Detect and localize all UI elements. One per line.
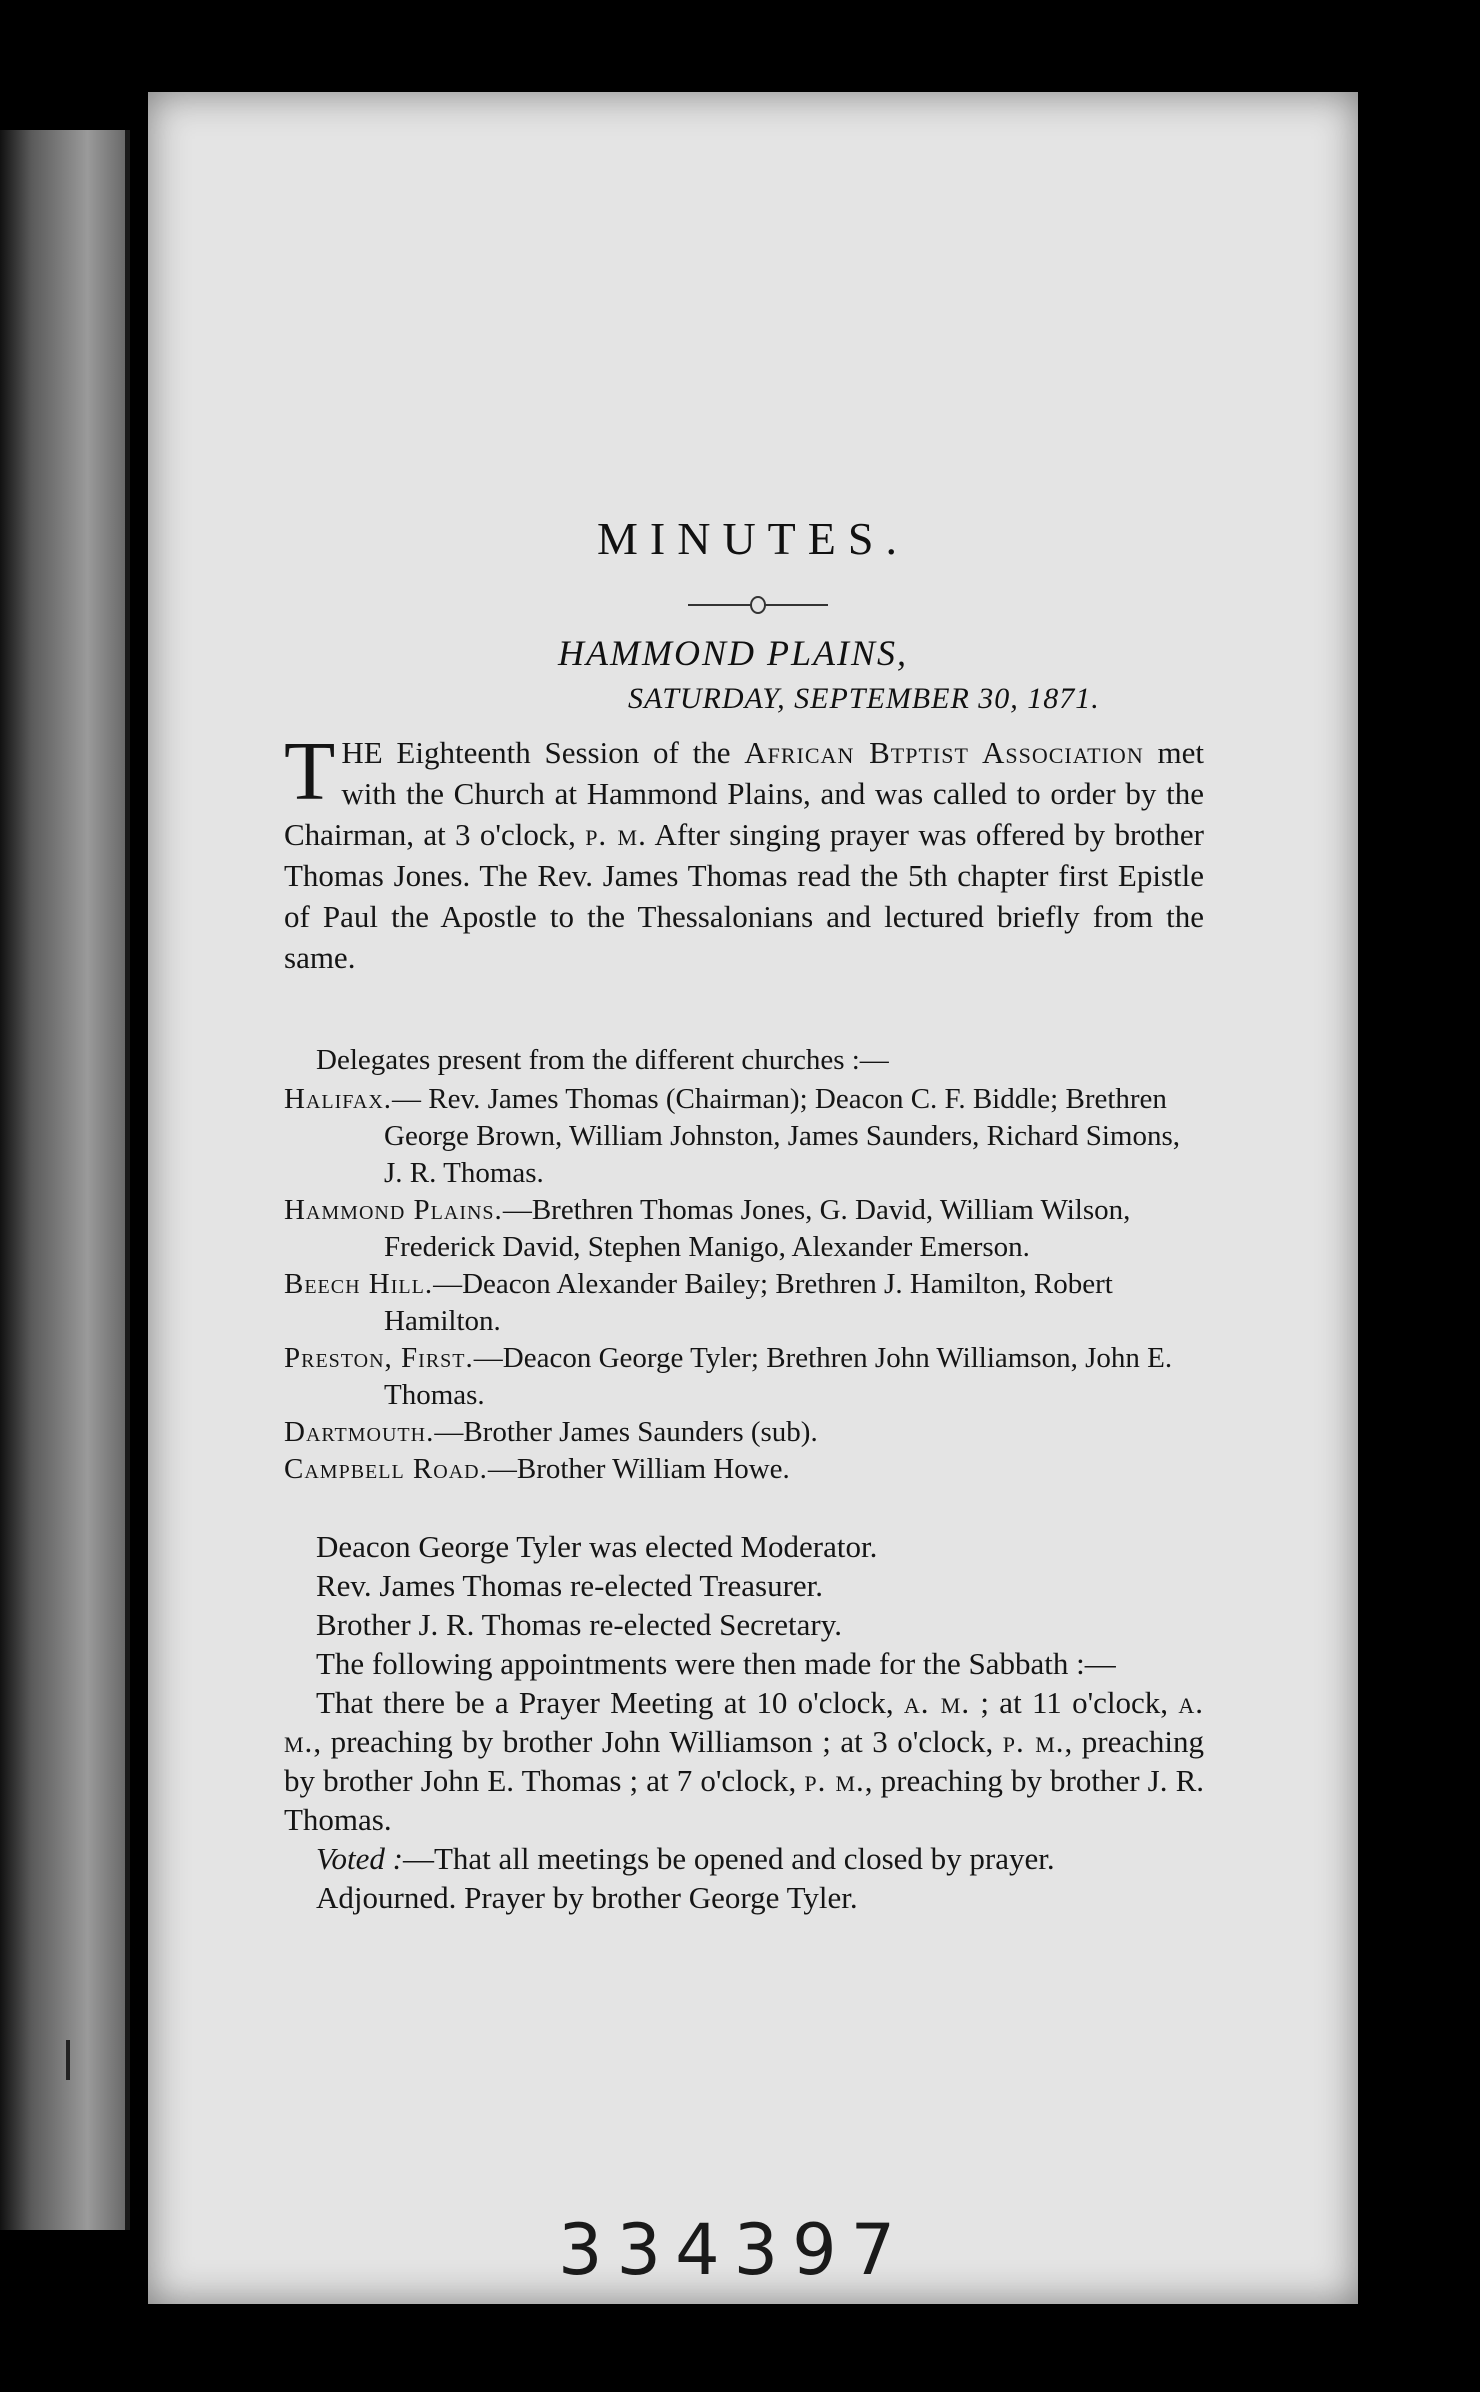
church-entry [284, 1266, 1204, 1340]
document-page [148, 92, 1358, 2304]
church-name: Campbell Road. [284, 1453, 488, 1485]
church-members: —Deacon Alexander Bailey; Brethren J. Hamilton, Robert Hamilton. [384, 1268, 1113, 1337]
election-line: Deacon George Tyler was elected Moderator. [316, 1529, 878, 1564]
intro-text-a: HE Eighteenth Session of the [341, 735, 745, 770]
appointments-text: , preaching by brother John Williamson ; at 3 o'clock, [313, 1724, 1003, 1759]
church-members: — Rev. James Thomas (Chairman); Deacon C. F. Biddle; Brethren George Brown, William Johnston, James Saunders, Richard Simons, J. R. Thomas. [384, 1083, 1180, 1189]
church-entry [284, 1414, 1204, 1451]
time-marker: p. m. [804, 1763, 865, 1798]
appointments-text: That there be a Prayer Meeting at 10 o'clock, [316, 1685, 904, 1720]
election-line: Brother J. R. Thomas re-elected Secretary. [316, 1607, 842, 1642]
voted-text: —That all meetings be opened and closed by prayer. [402, 1841, 1055, 1876]
church-members: —Deacon George Tyler; Brethren John Williamson, John E. Thomas. [384, 1342, 1173, 1411]
drop-cap: T [284, 725, 336, 818]
intro-paragraph [284, 725, 1204, 978]
intro-pm: p. m. [585, 817, 647, 852]
election-line: Rev. James Thomas re-elected Treasurer. [316, 1568, 824, 1603]
appointments-paragraph [284, 1683, 1204, 1839]
voted-line [284, 1839, 1204, 1878]
appointments-text: , preaching by brother J. R. Thomas. [284, 1763, 1204, 1837]
church-name: Hammond Plains. [284, 1194, 503, 1226]
appointments-intro: The following appointments were then made for the Sabbath :— [316, 1646, 1116, 1681]
time-marker: a. m. [903, 1685, 971, 1720]
appointments-text: ; at 11 o'clock, [970, 1685, 1179, 1720]
voted-label: Voted : [316, 1841, 403, 1876]
meeting-date: SATURDAY, SEPTEMBER 30, 1871. [628, 682, 1100, 715]
facing-page-edge [0, 130, 130, 2230]
appointments-text: , preaching by brother John E. Thomas ; at 7 o'clock, [284, 1724, 1205, 1798]
delegates-section [284, 1042, 1204, 1488]
adjourned-line: Adjourned. Prayer by brother George Tyler. [316, 1880, 858, 1915]
page-title: MINUTES. [597, 513, 909, 564]
margin-mark [66, 2040, 70, 2080]
church-entry [284, 1451, 1204, 1488]
handwritten-number [548, 2202, 1068, 2292]
church-name: Halifax. [284, 1083, 393, 1115]
church-name: Dartmouth. [284, 1416, 435, 1448]
proceedings-section [284, 1527, 1204, 1917]
handwritten-number-text: 334397 [558, 2209, 910, 2291]
church-members: —Brother James Saunders (sub). [434, 1416, 818, 1448]
church-members: —Brethren Thomas Jones, G. David, William Wilson, Frederick David, Stephen Manigo, Alexander Emerson. [384, 1194, 1131, 1263]
time-marker: p. m. [1002, 1724, 1065, 1759]
title-rule-ornament [750, 596, 766, 614]
church-name: Preston, First. [284, 1342, 474, 1374]
intro-text-b: met with the Church at Hammond Plains, and was called to order by the Chairman, at 3 o'clock, [284, 735, 1204, 852]
church-members: —Brother William Howe. [487, 1453, 790, 1485]
church-entry [284, 1340, 1204, 1414]
church-entry [284, 1081, 1204, 1192]
time-marker: a. m. [284, 1685, 1204, 1759]
church-name: Beech Hill. [284, 1268, 434, 1300]
intro-text-c: After singing prayer was offered by brother Thomas Jones. The Rev. James Thomas read the 5th chapter first Epistle of Paul the Apostle to the Thessalonians and lectured briefly from the same. [284, 817, 1204, 975]
meeting-place: HAMMOND PLAINS, [558, 633, 908, 673]
church-entry [284, 1192, 1204, 1266]
association-name: African Btptist Association [744, 735, 1144, 770]
delegates-heading: Delegates present from the different churches :— [316, 1044, 889, 1076]
